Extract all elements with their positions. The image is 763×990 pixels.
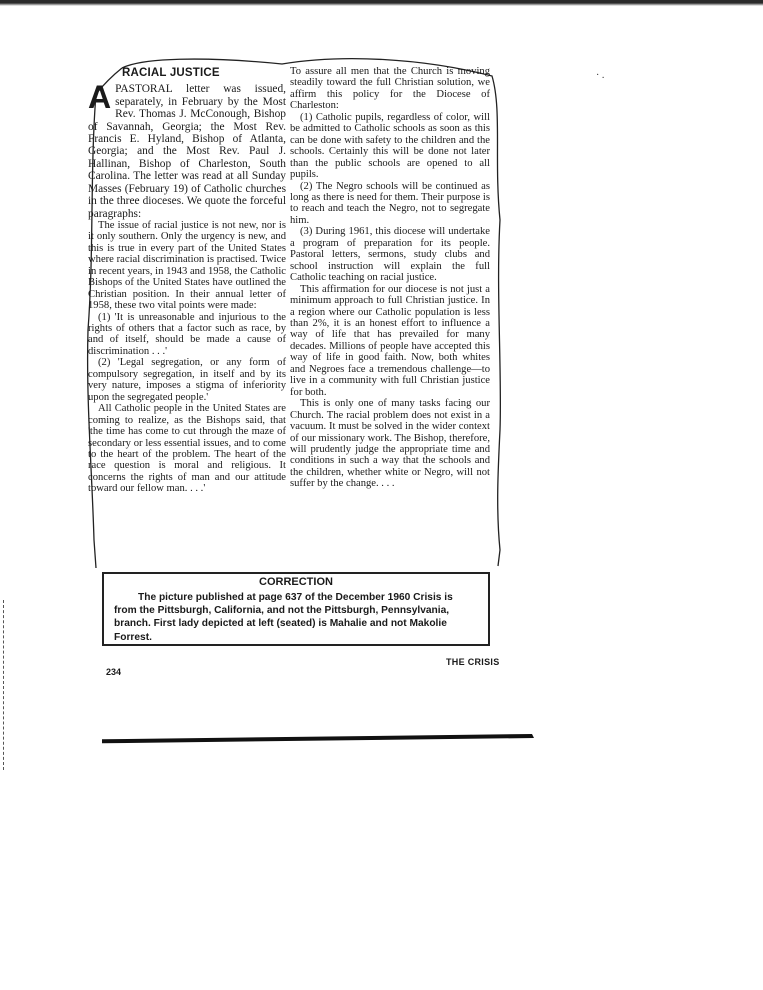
scan-top-edge xyxy=(0,0,763,6)
correction-box xyxy=(102,572,490,646)
right-column xyxy=(290,66,490,490)
right-intro: To assure all men that the Church is moving steadily toward the full Christian solution, we affirm this policy for the Diocese of Charleston: xyxy=(290,66,490,112)
drop-cap: A xyxy=(88,79,112,116)
scan-left-edge xyxy=(3,600,6,770)
right-paragraph-1: (1) Catholic pupils, regardless of color, will be admitted to Catholic schools as soon as this can be done with safety to the children and the schools. Certainly this will be done not later than the public schools are opened to all pupils. xyxy=(290,111,490,181)
magazine-name: THE CRISIS xyxy=(446,657,500,667)
left-column xyxy=(88,68,286,495)
lead-paragraph xyxy=(88,79,286,220)
right-paragraph-4: This affirmation for our diocese is not just a minimum approach to full Christian justice. In a region where our Catholic population is less than 2%, it is an honest effort to influence a way of life that has prevailed for many decades. Millions of people have accepted this way of life in good faith. Now, both whites and Negroes face a tremendous challenge—to live in a community with full Christian justice for both. xyxy=(290,283,490,398)
correction-title: CORRECTION xyxy=(259,576,333,588)
page-number: 234 xyxy=(106,667,122,677)
lead-text: PASTORAL letter was issued, separately, in February by the Most Rev. Thomas J. McConough, Bishop of Savannah, Georgia; the Most Rev. Francis E. Hyland, Bishop of Atlanta, Georgia; and the Most Rev. Paul J. Hallinan, Bishop of Charleston, South Carolina. The letter was read at all Sunday Masses (February 19) of Catholic churches in the three dioceses. We quote the forceful paragraphs: xyxy=(88,83,286,220)
left-paragraph-1: The issue of racial justice is not new, nor is it only southern. Only the urgency is new, and this is true in every part of the United States where racial discrimination is practised. Twice in recent years, in 1943 and 1958, the Catholic Bishops of the United States have outlined the Christian position. In their annual letter of 1958, these two vital points were made: xyxy=(88,219,286,312)
right-paragraph-5: This is only one of many tasks facing our Church. The racial problem does not exist in a vacuum. It must be solved in the wider context of our missionary work. The Bishop, therefore, will prudently judge the appropriate time and conditions in such a way that the schools and the children, whether white or Negro, will not suffer by the change. . . . xyxy=(290,398,490,490)
left-paragraph-2: (1) 'It is unreasonable and injurious to the rights of others that a factor such as race, by and of itself, should be made a cause of discrimination . . .' xyxy=(88,311,286,357)
right-paragraph-2: (2) The Negro schools will be continued as long as there is need for them. Their purpose is to reach and teach the Negro, not to segregate him. xyxy=(290,180,490,226)
right-paragraph-3: (3) During 1961, this diocese will undertake a program of preparation for its people. Pastoral letters, sermons, study clubs and school instruction will explain the full Catholic teaching on racial justice. xyxy=(290,226,490,284)
magazine-page xyxy=(82,50,512,688)
left-paragraph-3: (2) 'Legal segregation, or any form of compulsory segregation, in itself and by its very nature, imposes a stigma of inferiority upon the segregated people.' xyxy=(88,357,286,403)
scan-specks: · . xyxy=(596,70,605,81)
bottom-rule xyxy=(102,730,602,760)
left-paragraph-4: All Catholic people in the United States are coming to realize, as the Bishops said, that 'the time has come to cut through the maze of secondary or less essential issues, and to come to the heart of the problem. The heart of the race question is moral and religious. It concerns the rights of man and our attitude toward our fellow man. . . .' xyxy=(88,403,286,495)
correction-body: The picture published at page 637 of the December 1960 Crisis is from the Pittsburgh, California, and not the Pittsburgh, Pennsylvania, branch. First lady depicted at left (seated) is Mahalie and not Makolie Forrest. xyxy=(114,592,453,643)
article-heading: RACIAL JUSTICE xyxy=(122,67,220,79)
